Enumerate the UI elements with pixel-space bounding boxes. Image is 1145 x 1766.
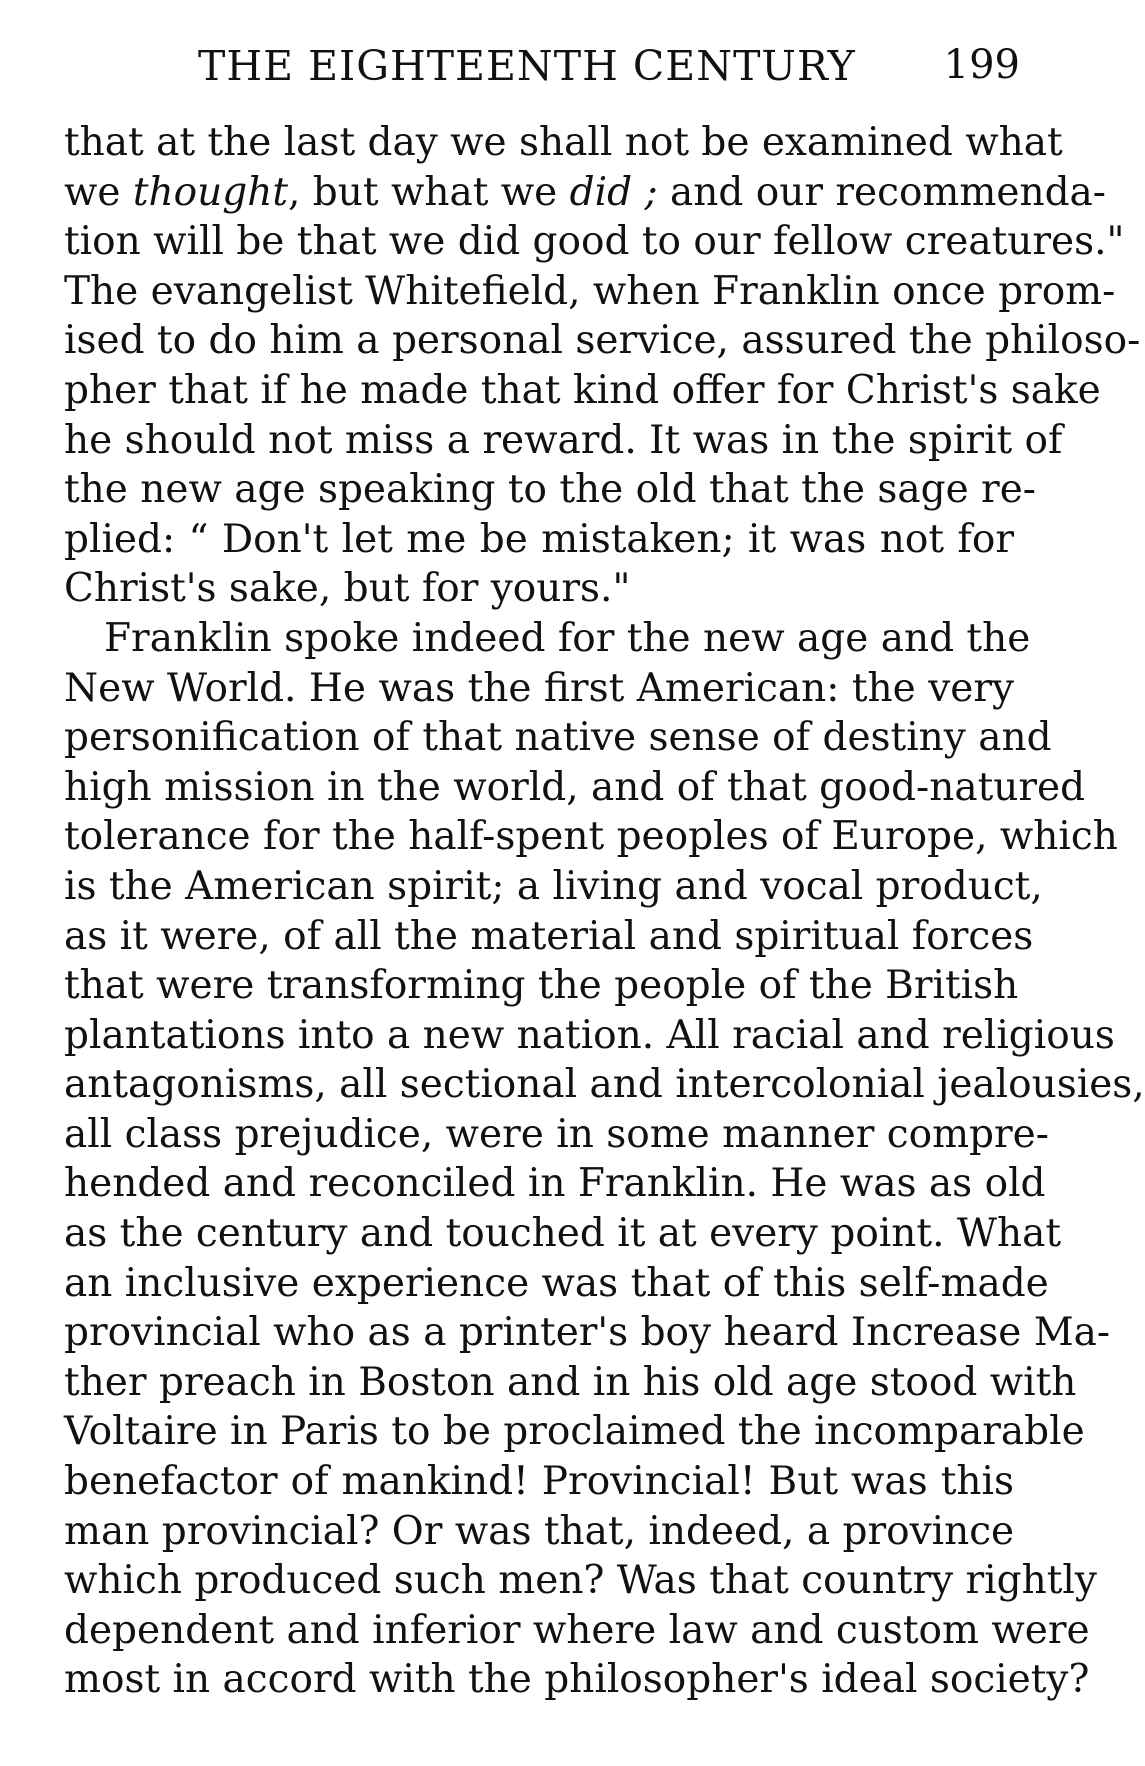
running-head bbox=[60, 42, 1020, 98]
text-line: tolerance for the half-spent peoples of Europe, which bbox=[64, 814, 1118, 860]
text-line: that were transforming the people of the British bbox=[64, 963, 1019, 1009]
text-line: we thought, but what we did ; and our recommenda- bbox=[64, 169, 1106, 215]
text-line: he should not miss a reward. It was in the spirit of bbox=[64, 417, 1063, 463]
text-line: provincial who as a printer's boy heard Increase Ma- bbox=[64, 1310, 1111, 1356]
text-line: high mission in the world, and of that good-natured bbox=[64, 764, 1086, 810]
running-title: THE EIGHTEENTH CENTURY bbox=[198, 42, 856, 90]
text-line: is the American spirit; a living and vocal product, bbox=[64, 863, 1043, 909]
emphasis-thought: thought bbox=[132, 169, 289, 215]
text-line: Franklin spoke indeed for the new age and the bbox=[104, 615, 1031, 661]
text-line: most in accord with the philosopher's ideal society? bbox=[64, 1657, 1090, 1703]
text-line: that at the last day we shall not be examined what bbox=[64, 120, 1063, 165]
text-line: an inclusive experience was that of this self-made bbox=[64, 1260, 1049, 1306]
text-line: Voltaire in Paris to be proclaimed the incomparable bbox=[64, 1409, 1085, 1455]
emphasis-did: did ; bbox=[569, 169, 658, 215]
text-line: New World. He was the first American: the very bbox=[64, 665, 1014, 711]
text-line: as it were, of all the material and spiritual forces bbox=[64, 913, 1034, 959]
text-line: benefactor of mankind! Provincial! But was this bbox=[64, 1459, 1014, 1505]
text-line: man provincial? Or was that, indeed, a province bbox=[64, 1508, 1015, 1554]
text-line: pher that if he made that kind offer for Christ's sake bbox=[64, 367, 1101, 413]
body-text bbox=[64, 118, 1145, 1705]
text-line: all class prejudice, were in some manner compre- bbox=[64, 1111, 1049, 1157]
text-line: plantations into a new nation. All racial and religious bbox=[64, 1012, 1115, 1058]
text-line: ther preach in Boston and in his old age stood with bbox=[64, 1359, 1077, 1405]
text-line: tion will be that we did good to our fellow creatures." bbox=[64, 219, 1125, 265]
text-line: ised to do him a personal service, assured the philoso- bbox=[64, 318, 1141, 364]
text-line: personification of that native sense of destiny and bbox=[64, 715, 1052, 761]
text-line: plied: “ Don't let me be mistaken; it was not for bbox=[64, 516, 1014, 562]
text-line: Christ's sake, but for yours." bbox=[64, 566, 631, 612]
text-line: which produced such men? Was that country rightly bbox=[64, 1558, 1097, 1604]
text-line: antagonisms, all sectional and intercolonial jealousies, bbox=[64, 1062, 1145, 1108]
page-number: 199 bbox=[943, 42, 1020, 88]
text-line: as the century and touched it at every point. What bbox=[64, 1211, 1061, 1257]
text-line: dependent and inferior where law and custom were bbox=[64, 1607, 1090, 1653]
text-line: the new age speaking to the old that the sage re- bbox=[64, 467, 1036, 513]
text-line: hended and reconciled in Franklin. He was as old bbox=[64, 1161, 1046, 1207]
text-line: The evangelist Whitefield, when Franklin once prom- bbox=[64, 268, 1116, 314]
